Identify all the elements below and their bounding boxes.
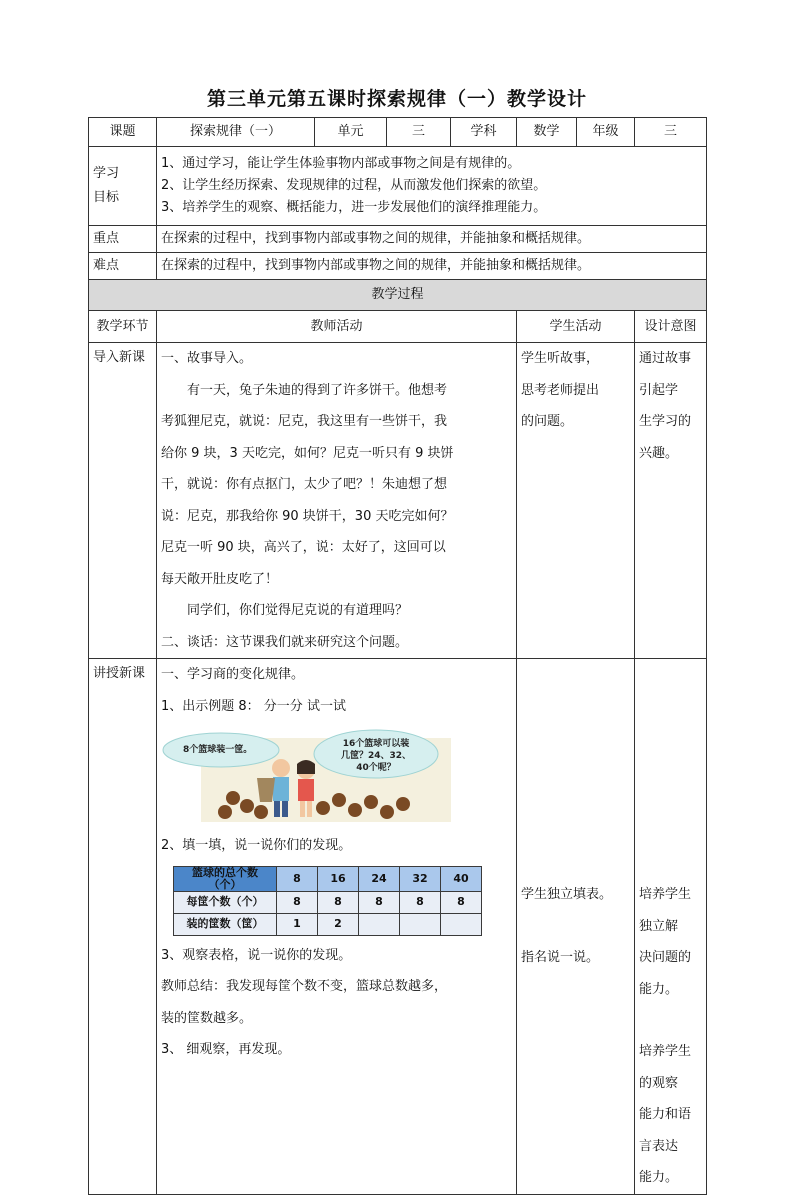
- basket-total-label-line: （个）: [208, 877, 242, 891]
- basket-cell: 16: [318, 866, 359, 891]
- difficulty-text: 在探索的过程中，找到事物内部或事物之间的规律，并能抽象和概括规律。: [157, 253, 707, 280]
- intent-line: 培养学生独立解: [639, 887, 692, 934]
- intent-line: 能力和语言表达: [639, 1107, 692, 1154]
- goals-label-text: 学习目标: [93, 166, 120, 205]
- girl-leg: [300, 801, 305, 817]
- lesson-plan-table: [88, 117, 707, 1195]
- basketball: [332, 793, 346, 807]
- teacher-line: 每天敞开肚皮吃了！: [161, 571, 279, 587]
- basketball: [240, 799, 254, 813]
- teacher-line: 3、 细观察，再发现。: [161, 1042, 291, 1057]
- right-bubble-line: 16个篮球可以装: [342, 739, 410, 749]
- subject-value: 数学: [517, 118, 577, 147]
- basket-total-label-line: 篮球的总个数: [192, 865, 258, 879]
- teacher-intro: [157, 343, 517, 659]
- goal-item: 1、通过学习，能让学生体验事物内部或事物之间是有规律的。: [161, 156, 521, 171]
- goals-content: [157, 147, 707, 226]
- basket-cell: 1: [277, 913, 318, 935]
- key-point-row: [89, 226, 707, 253]
- student-intro: [517, 343, 635, 659]
- basket-cell: 8: [318, 891, 359, 913]
- col-teacher: 教师活动: [157, 311, 517, 343]
- topic-value: 探索规律（一）: [157, 118, 315, 147]
- girl-body: [298, 779, 314, 801]
- key-point-label: 重点: [89, 226, 157, 253]
- student-line: 指名说一说。: [521, 949, 600, 965]
- teacher-line: 2、填一填，说一说你们的发现。: [161, 838, 352, 853]
- section-teach-row: [89, 659, 707, 1195]
- teacher-line: 一、故事导入。: [161, 351, 253, 366]
- basket-row-total: [174, 866, 482, 891]
- intent-teach: [635, 659, 707, 1195]
- difficulty-label: 难点: [89, 253, 157, 280]
- intent-line: 能力。: [639, 1170, 679, 1185]
- student-line: 思考老师提出: [521, 382, 600, 398]
- basket-cell: 40: [441, 866, 482, 891]
- intent-intro: [635, 343, 707, 659]
- teacher-line: 考狐狸尼克，就说：尼克，我这里有一些饼干，我: [161, 414, 448, 429]
- basketball: [218, 805, 232, 819]
- intent-line: 通过故事引起学: [639, 351, 692, 398]
- basket-total-label: [174, 866, 277, 891]
- goals-row: [89, 147, 707, 226]
- teacher-line: 尼克一听 90 块，高兴了，说：太好了，这回可以: [161, 540, 446, 555]
- intent-line: 培养学生的观察: [639, 1044, 692, 1091]
- col-student: 学生活动: [517, 311, 635, 343]
- topic-label: 课题: [89, 118, 157, 147]
- col-stage: 教学环节: [89, 311, 157, 343]
- teacher-line: 给你 9 块，3 天吃完，如何？尼克一听只有 9 块饼: [161, 445, 454, 461]
- teacher-teach: [157, 659, 517, 1195]
- teacher-line: 同学们，你们觉得尼克说的有道理吗？: [187, 603, 409, 618]
- basket-cell: [359, 913, 400, 935]
- basket-cell: 8: [400, 891, 441, 913]
- basket-cell: 32: [400, 866, 441, 891]
- column-header-row: [89, 311, 707, 343]
- grade-value: 三: [635, 118, 707, 147]
- basket-cell: [400, 913, 441, 935]
- basket-cell: 8: [277, 866, 318, 891]
- basketball: [254, 805, 268, 819]
- teacher-line: 说：尼克，那我给你 90 块饼干，30 天吃完如何？: [161, 508, 454, 524]
- student-line: 的问题。: [521, 414, 574, 429]
- boy-body: [273, 777, 289, 801]
- basket: [257, 778, 275, 802]
- student-line: 学生独立填表。: [521, 887, 613, 902]
- basketball: [396, 797, 410, 811]
- teacher-line: 教师总结：我发现每筐个数不变，篮球总数越多，: [161, 979, 448, 994]
- right-bubble-line: 几筐？24、32、: [340, 751, 412, 761]
- goals-label: [89, 147, 157, 226]
- basket-per-label: 每筐个数（个）: [174, 891, 277, 913]
- teacher-line: 装的筐数越多。: [161, 1010, 253, 1026]
- goal-item: 3、培养学生的观察、概括能力，进一步发展他们的演绎推理能力。: [161, 200, 547, 215]
- basket-cell: 24: [359, 866, 400, 891]
- basket-row-count: [174, 913, 482, 935]
- col-intent: 设计意图: [635, 311, 707, 343]
- basket-table: [173, 866, 482, 936]
- boy-leg: [274, 801, 280, 817]
- boy-head: [272, 759, 290, 777]
- intent-line: 生学习的兴趣。: [639, 414, 692, 461]
- section-intro-row: [89, 343, 707, 659]
- subject-label: 学科: [451, 118, 517, 147]
- basket-row-per: [174, 891, 482, 913]
- key-point-text: 在探索的过程中，找到事物内部或事物之间的规律，并能抽象和概括规律。: [157, 226, 707, 253]
- student-teach: [517, 659, 635, 1195]
- page-title: 第三单元第五课时探索规律（一）教学设计: [206, 88, 587, 110]
- basket-cell: 2: [318, 913, 359, 935]
- process-header-row: [89, 280, 707, 311]
- stage-teach: 讲授新课: [89, 659, 157, 1195]
- teacher-line: 干，就说：你有点抠门，太少了吧？！朱迪想了想: [161, 477, 448, 492]
- stage-intro: 导入新课: [89, 343, 157, 659]
- right-bubble-line: 40个呢？: [356, 763, 396, 773]
- difficulty-row: [89, 253, 707, 280]
- basket-count-label: 装的筐数（筐）: [174, 913, 277, 935]
- girl-hair: [297, 760, 315, 774]
- teacher-line: 3、观察表格，说一说你的发现。: [161, 947, 352, 963]
- basketball: [348, 803, 362, 817]
- basket-cell: [441, 913, 482, 935]
- basketball: [316, 801, 330, 815]
- unit-value: 三: [387, 118, 451, 147]
- basketball: [226, 791, 240, 805]
- teacher-line: 二、谈话：这节课我们就来研究这个问题。: [161, 634, 409, 650]
- teacher-line: 有一天，兔子朱迪的得到了许多饼干。他想考: [187, 382, 448, 398]
- teacher-line: 一、学习商的变化规律。: [161, 667, 305, 682]
- example-illustration: [161, 728, 451, 824]
- right-bubble-text: [339, 738, 413, 774]
- unit-label: 单元: [315, 118, 387, 147]
- basket-cell: 8: [277, 891, 318, 913]
- basketball: [364, 795, 378, 809]
- left-bubble-text: 8个篮球装一筐。: [183, 745, 253, 755]
- basket-cell: 8: [441, 891, 482, 913]
- student-line: 学生听故事，: [521, 351, 600, 366]
- process-header: 教学过程: [89, 280, 707, 311]
- basketball: [380, 805, 394, 819]
- boy-leg: [282, 801, 288, 817]
- grade-label: 年级: [577, 118, 635, 147]
- girl-leg: [307, 801, 312, 817]
- intent-line: 决问题的能力。: [639, 950, 692, 997]
- teacher-line: 1、出示例题 8： 分一分 试一试: [161, 698, 346, 714]
- info-row: [89, 118, 707, 147]
- goal-item: 2、让学生经历探索、发现规律的过程，从而激发他们探索的欲望。: [161, 178, 547, 193]
- basket-cell: 8: [359, 891, 400, 913]
